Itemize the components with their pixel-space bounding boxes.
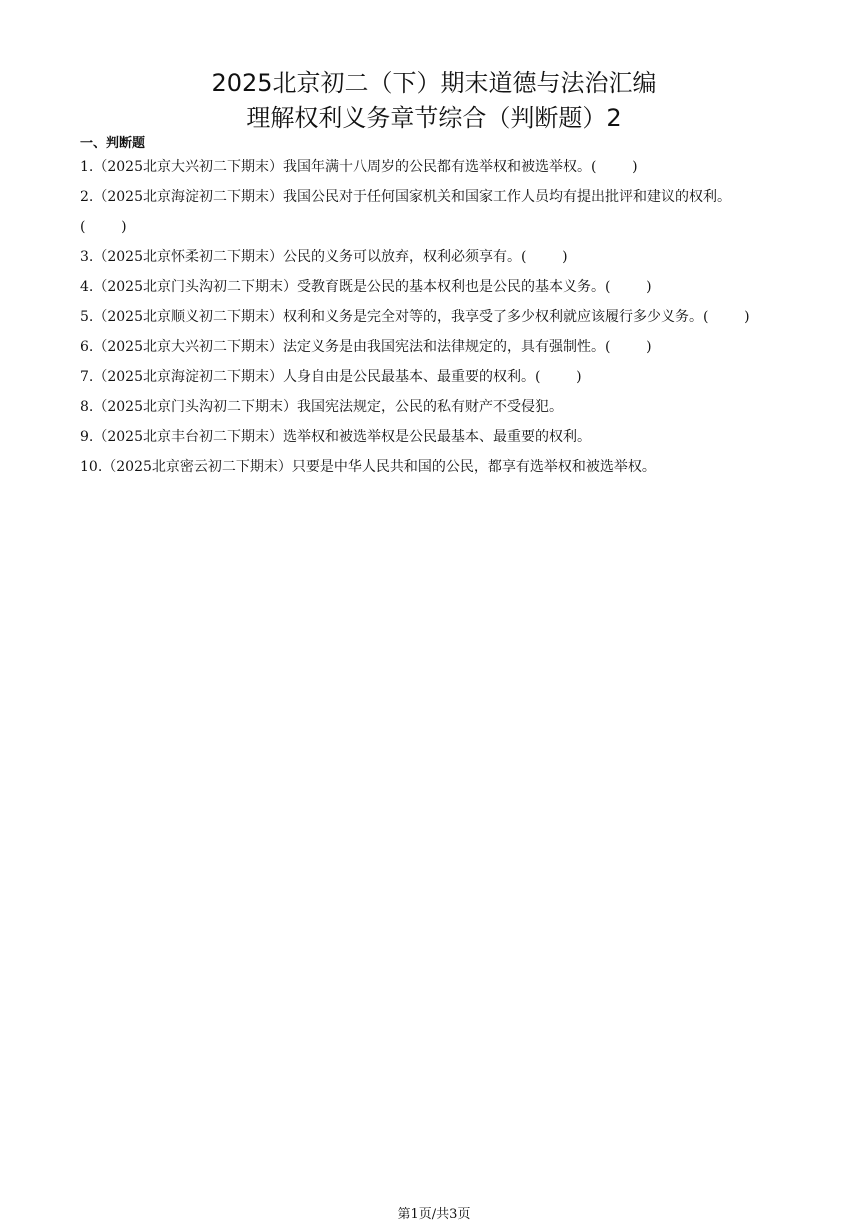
question-item-5 bbox=[80, 302, 810, 332]
question-source: （2025北京海淀初二下期末） bbox=[93, 189, 283, 205]
question-number: 5. bbox=[80, 309, 94, 325]
question-source: （2025北京海淀初二下期末） bbox=[93, 369, 283, 385]
question-text: 法定义务是由我国宪法和法律规定的，具有强制性。 bbox=[283, 339, 605, 355]
answer-blank: ( ) bbox=[605, 279, 652, 295]
document-title-line-2: 理解权利义务章节综合（判断题）2 bbox=[246, 104, 622, 132]
question-item-6 bbox=[80, 332, 810, 362]
question-list bbox=[80, 152, 810, 482]
question-item-10 bbox=[80, 452, 810, 482]
question-source: （2025北京大兴初二下期末） bbox=[93, 339, 283, 355]
question-text: 我国年满十八周岁的公民都有选举权和被选举权。 bbox=[283, 159, 591, 175]
question-number: 10. bbox=[80, 459, 103, 475]
question-number: 2. bbox=[80, 189, 94, 205]
question-text: 选举权和被选举权是公民最基本、最重要的权利。 bbox=[283, 429, 591, 445]
answer-blank: ( ) bbox=[591, 159, 638, 175]
question-number: 6. bbox=[80, 339, 94, 355]
question-text: 人身自由是公民最基本、最重要的权利。 bbox=[283, 369, 535, 385]
question-text: 受教育既是公民的基本权利也是公民的基本义务。 bbox=[297, 279, 605, 295]
question-source: （2025北京门头沟初二下期末） bbox=[93, 279, 297, 295]
answer-blank: ( ) bbox=[521, 249, 568, 265]
question-number: 7. bbox=[80, 369, 94, 385]
question-item-2 bbox=[80, 182, 810, 212]
section-heading: 一、判断题 bbox=[80, 136, 146, 151]
answer-blank: ( ) bbox=[703, 309, 750, 325]
document-title-line-1: 2025北京初二（下）期末道德与法治汇编 bbox=[211, 69, 657, 97]
question-item-4 bbox=[80, 272, 810, 302]
question-text: 公民的义务可以放弃，权利必须享有。 bbox=[283, 249, 521, 265]
question-source: （2025北京丰台初二下期末） bbox=[93, 429, 283, 445]
question-text: 我国宪法规定，公民的私有财产不受侵犯。 bbox=[297, 399, 563, 415]
question-source: （2025北京大兴初二下期末） bbox=[93, 159, 283, 175]
question-number: 1. bbox=[80, 159, 94, 175]
question-source: （2025北京顺义初二下期末） bbox=[93, 309, 283, 325]
question-number: 9. bbox=[80, 429, 94, 445]
answer-blank: ( ) bbox=[605, 339, 652, 355]
answer-blank: ( ) bbox=[535, 369, 582, 385]
question-item-9 bbox=[80, 422, 810, 452]
question-number: 4. bbox=[80, 279, 94, 295]
question-source: （2025北京怀柔初二下期末） bbox=[93, 249, 283, 265]
question-number: 8. bbox=[80, 399, 94, 415]
question-text: 我国公民对于任何国家机关和国家工作人员均有提出批评和建议的权利。 bbox=[283, 189, 731, 205]
question-text: 只要是中华人民共和国的公民，都享有选举权和被选举权。 bbox=[291, 459, 656, 475]
question-source: （2025北京密云初二下期末） bbox=[102, 459, 292, 475]
question-source: （2025北京门头沟初二下期末） bbox=[93, 399, 297, 415]
question-number: 3. bbox=[80, 249, 94, 265]
question-item-8 bbox=[80, 392, 810, 422]
question-item-2-continued bbox=[80, 212, 810, 242]
answer-blank: ( ) bbox=[80, 219, 127, 235]
question-item-1 bbox=[80, 152, 810, 182]
question-item-7 bbox=[80, 362, 810, 392]
question-item-3 bbox=[80, 242, 810, 272]
question-text: 权利和义务是完全对等的，我享受了多少权利就应该履行多少义务。 bbox=[283, 309, 703, 325]
page-number-footer: 第1页/共3页 bbox=[397, 1207, 471, 1222]
